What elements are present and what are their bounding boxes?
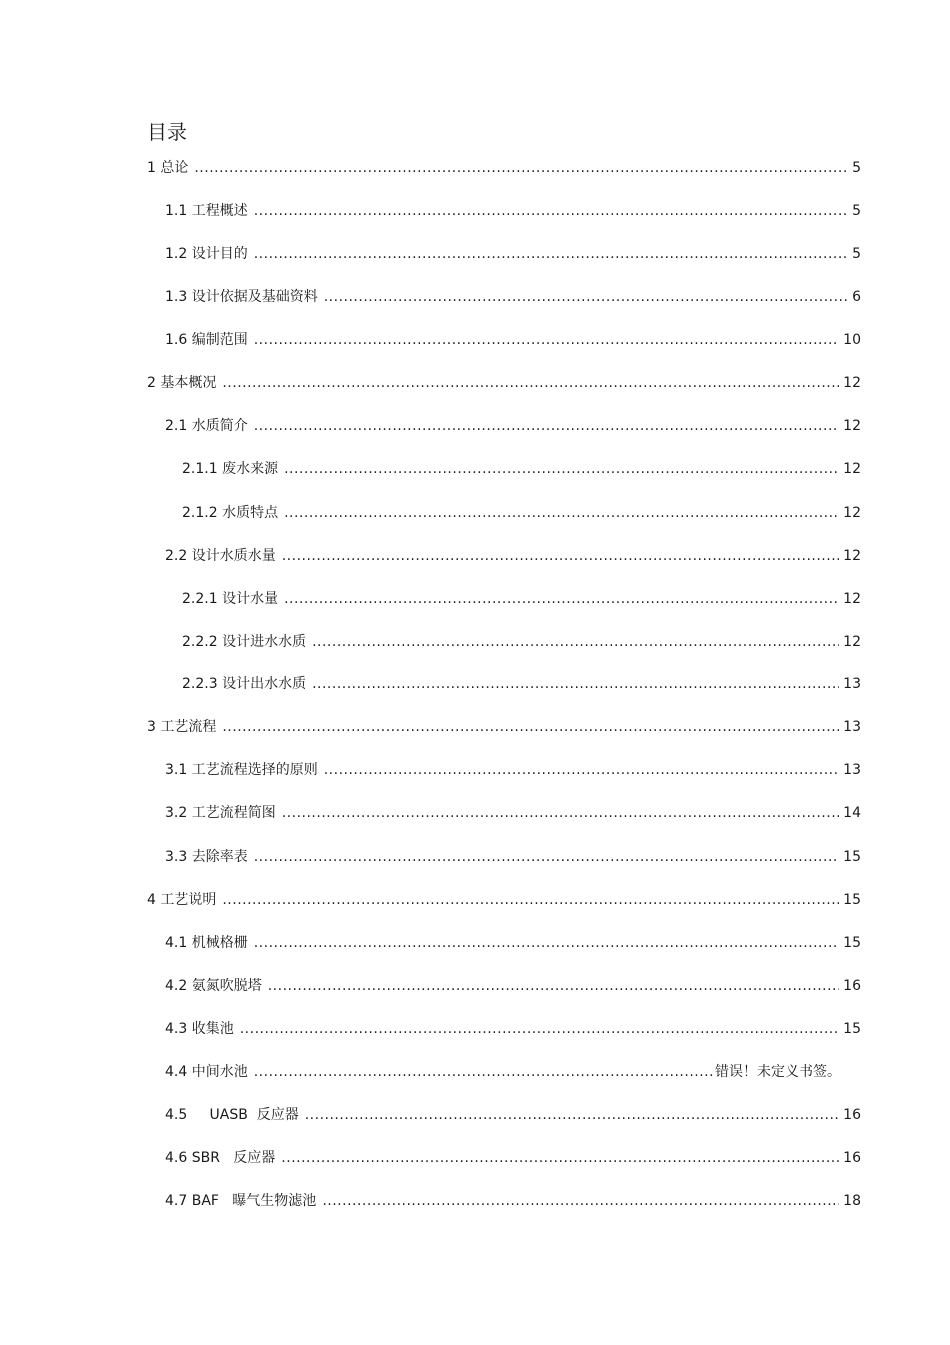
toc-entry-page: 13: [843, 762, 861, 778]
toc-entry: [165, 329, 861, 351]
toc-entry-page: 12: [843, 375, 861, 391]
toc-entry-label: 2.1.2 水质特点: [182, 505, 279, 521]
toc-entry-label: 4 工艺说明: [147, 892, 217, 908]
toc-dot-leader: [284, 458, 839, 480]
toc-entry: [182, 631, 861, 653]
toc-entry: [165, 759, 861, 781]
toc-entry-label: 4.6 SBR 反应器: [165, 1150, 276, 1166]
toc-entry-page: 5: [852, 246, 861, 262]
toc-entry-page: 16: [843, 1107, 861, 1123]
toc-dot-leader: [194, 157, 848, 179]
toc-entry: [165, 1018, 861, 1040]
toc-dot-leader: [254, 846, 839, 868]
toc-entry-page: 15: [843, 892, 861, 908]
toc-dot-leader: [282, 545, 839, 567]
toc-dot-leader: [254, 329, 839, 351]
toc-entry: [165, 975, 861, 997]
toc-entry-page: 12: [843, 418, 861, 434]
toc-entry-label: 4.1 机械格栅: [165, 935, 248, 951]
toc-entry-label: 2.2.2 设计进水水质: [182, 634, 307, 650]
toc-entry: [182, 673, 861, 695]
toc-dot-leader: [254, 415, 839, 437]
toc-entry: [147, 372, 861, 394]
toc-entry-label: 2.2 设计水质水量: [165, 548, 276, 564]
toc-entry-page: 12: [843, 634, 861, 650]
toc-dot-leader: [254, 1061, 713, 1083]
toc-entry-label: 2.2.1 设计水量: [182, 591, 279, 607]
toc-entry: [165, 1061, 841, 1083]
toc-entry-page: 6: [852, 289, 861, 305]
toc-entry: [182, 588, 861, 610]
toc-entry: [147, 716, 861, 738]
toc-entry: [165, 415, 861, 437]
toc-entry: [165, 1190, 861, 1212]
toc-entry: [147, 889, 861, 911]
toc-dot-leader: [240, 1018, 839, 1040]
toc-entry-label: 4.5 UASB 反应器: [165, 1107, 299, 1123]
toc-entry-page: 12: [843, 591, 861, 607]
toc-entry-label: 1.3 设计依据及基础资料: [165, 289, 318, 305]
toc-entry-label: 4.3 收集池: [165, 1021, 234, 1037]
toc-entry: [182, 502, 861, 524]
toc-entry: [165, 1147, 861, 1169]
toc-entry-page: 5: [852, 160, 861, 176]
toc-dot-leader: [222, 889, 839, 911]
toc-entry: [165, 243, 861, 265]
toc-entry-page: 15: [843, 1021, 861, 1037]
toc-entry-page: 13: [843, 676, 861, 692]
toc-entry-page: 15: [843, 849, 861, 865]
toc-entry-label: 2.1.1 废水来源: [182, 461, 279, 477]
toc-entry-label: 3.1 工艺流程选择的原则: [165, 762, 318, 778]
toc-title: 目录: [147, 120, 187, 144]
toc-entry: [182, 458, 861, 480]
toc-dot-leader: [282, 802, 839, 824]
toc-dot-leader: [281, 1147, 839, 1169]
toc-entry-label: 1.2 设计目的: [165, 246, 248, 262]
toc-dot-leader: [305, 1104, 839, 1126]
toc-entry-page: 13: [843, 719, 861, 735]
toc-entry-label: 4.2 氨氮吹脱塔: [165, 978, 262, 994]
toc-dot-leader: [284, 502, 839, 524]
toc-entry-page: 12: [843, 461, 861, 477]
toc-dot-leader: [322, 1190, 839, 1212]
toc-entry: [147, 157, 861, 179]
toc-entry-label: 1.6 编制范围: [165, 332, 248, 348]
toc-entry-label: 3 工艺流程: [147, 719, 217, 735]
toc-entry-page: 16: [843, 1150, 861, 1166]
toc-dot-leader: [284, 588, 839, 610]
toc-entry: [165, 545, 861, 567]
toc-entry-page: 16: [843, 978, 861, 994]
toc-dot-leader: [324, 759, 839, 781]
toc-entry-page: 14: [843, 805, 861, 821]
toc-entry-label: 2.2.3 设计出水水质: [182, 676, 307, 692]
toc-entry: [165, 932, 861, 954]
toc-dot-leader: [324, 286, 848, 308]
toc-entry-label: 3.3 去除率表: [165, 849, 248, 865]
toc-entry: [165, 846, 861, 868]
toc-entry-page: 12: [843, 548, 861, 564]
toc-entry: [165, 802, 861, 824]
toc-entry-page: 10: [843, 332, 861, 348]
toc-entry-page: 15: [843, 935, 861, 951]
toc-dot-leader: [312, 673, 839, 695]
toc-dot-leader: [254, 932, 839, 954]
toc-entry-page: 5: [852, 203, 861, 219]
toc-entry: [165, 286, 861, 308]
toc-entry-label: 3.2 工艺流程简图: [165, 805, 276, 821]
toc-entry-label: 1.1 工程概述: [165, 203, 248, 219]
toc-dot-leader: [254, 243, 848, 265]
toc-entry-page: 12: [843, 505, 861, 521]
toc-entry: [165, 200, 861, 222]
toc-dot-leader: [254, 200, 848, 222]
toc-entry-label: 4.7 BAF 曝气生物滤池: [165, 1193, 317, 1209]
toc-dot-leader: [268, 975, 839, 997]
toc-dot-leader: [312, 631, 839, 653]
toc-dot-leader: [222, 716, 839, 738]
toc-entry-label: 2 基本概况: [147, 375, 217, 391]
toc-entry: [165, 1104, 861, 1126]
toc-entry-page: 错误！未定义书签。: [715, 1064, 841, 1080]
toc-entry-page: 18: [843, 1193, 861, 1209]
toc-entry-label: 1 总论: [147, 160, 189, 176]
toc-dot-leader: [222, 372, 839, 394]
toc-entry-label: 2.1 水质简介: [165, 418, 248, 434]
toc-entry-label: 4.4 中间水池: [165, 1064, 248, 1080]
